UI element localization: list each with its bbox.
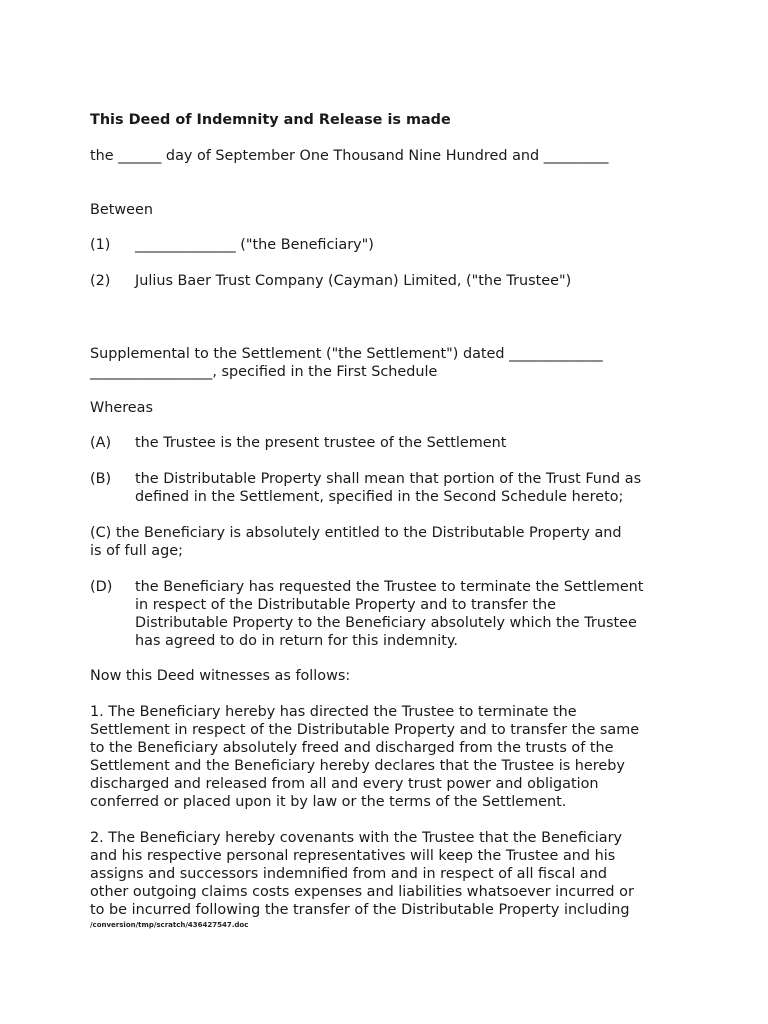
party-1-text: ______________ ("the Beneficiary"): [135, 237, 374, 253]
recital-a-number: (A): [90, 435, 112, 451]
recital-d-line-3: Distributable Property to the Beneficiary absolutely which the Trustee: [135, 615, 637, 631]
clause-1-line: 1. The Beneficiary hereby has directed the Trustee to terminate the: [90, 704, 577, 720]
clause-1-line: Settlement and the Beneficiary hereby declares that the Trustee is hereby: [90, 758, 625, 774]
recital-d-line-2: in respect of the Distributable Property and to transfer the: [135, 597, 556, 613]
recital-b-line-2: defined in the Settlement, specified in the Second Schedule hereto;: [135, 489, 624, 505]
clause-1: [90, 703, 690, 811]
deed-title: This Deed of Indemnity and Release is made: [90, 112, 451, 128]
recital-b-number: (B): [90, 471, 112, 487]
clause-2-line: 2. The Beneficiary hereby covenants with the Trustee that the Beneficiary: [90, 830, 623, 846]
party-2-number: (2): [90, 273, 111, 289]
clause-2-line: to be incurred following the transfer of the Distributable Property including: [90, 902, 630, 918]
date-line: the ______ day of September One Thousand Nine Hundred and _________: [90, 148, 609, 164]
witnesses-label: Now this Deed witnesses as follows:: [90, 668, 351, 684]
recital-c-line-2: is of full age;: [90, 543, 183, 559]
recital-c-line-1: (C) the Beneficiary is absolutely entitled to the Distributable Property and: [90, 525, 622, 541]
between-label: Between: [90, 202, 153, 218]
clause-2-line: other outgoing claims costs expenses and liabilities whatsoever incurred or: [90, 884, 634, 900]
clause-1-line: Settlement in respect of the Distributable Property and to transfer the same: [90, 722, 640, 738]
recital-d-line-4: has agreed to do in return for this indemnity.: [135, 633, 458, 649]
whereas-label: Whereas: [90, 400, 153, 416]
supplemental-line-2: _________________, specified in the First Schedule: [90, 364, 438, 380]
recital-b-line-1: the Distributable Property shall mean that portion of the Trust Fund as: [135, 471, 642, 487]
supplemental-line-1: Supplemental to the Settlement ("the Settlement") dated _____________: [90, 346, 603, 362]
party-1-number: (1): [90, 237, 111, 253]
party-2-text: Julius Baer Trust Company (Cayman) Limited, ("the Trustee"): [135, 273, 572, 289]
file-path-footer: /conversion/tmp/scratch/436427547.doc: [90, 921, 249, 929]
clause-1-line: to the Beneficiary absolutely freed and discharged from the trusts of the: [90, 740, 614, 756]
recital-d-number: (D): [90, 579, 113, 595]
recital-d-line-1: the Beneficiary has requested the Trustee to terminate the Settlement: [135, 579, 644, 595]
recital-a-text: the Trustee is the present trustee of the Settlement: [135, 435, 507, 451]
clause-2-line: and his respective personal representatives will keep the Trustee and his: [90, 848, 616, 864]
clause-2: [90, 829, 690, 919]
clause-1-line: discharged and released from all and every trust power and obligation: [90, 776, 599, 792]
clause-1-line: conferred or placed upon it by law or the terms of the Settlement.: [90, 794, 567, 810]
clause-2-line: assigns and successors indemnified from and in respect of all fiscal and: [90, 866, 607, 882]
